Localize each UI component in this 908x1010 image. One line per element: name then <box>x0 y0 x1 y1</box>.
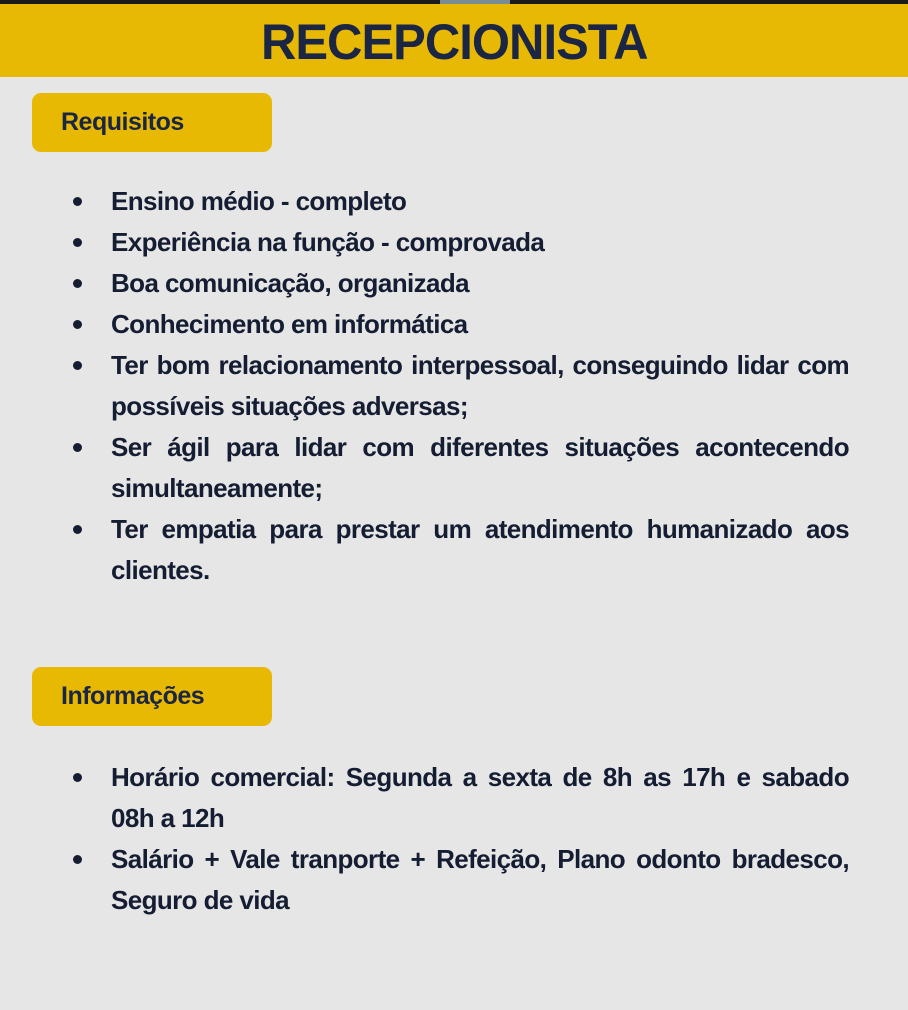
list-item <box>71 345 849 427</box>
section-tag-requisitos-label: Requisitos <box>61 108 184 136</box>
list-item-text: Ter empatia para prestar um atendimento humanizado aos clientes. <box>111 514 849 585</box>
bullet-icon <box>73 525 82 534</box>
list-item-text: Experiência na função - comprovada <box>111 227 545 257</box>
list-item-text: Boa comunicação, organizada <box>111 268 470 298</box>
bullet-icon <box>73 773 82 782</box>
bullet-icon <box>73 279 82 288</box>
list-item-text: Ser ágil para lidar com diferentes situações acontecendo simultaneamente; <box>111 432 849 503</box>
header-banner <box>0 4 908 77</box>
list-item <box>71 304 849 345</box>
page-title: RECEPCIONISTA <box>260 13 648 70</box>
bullet-icon <box>73 238 82 247</box>
bullet-icon <box>73 361 82 370</box>
bullet-icon <box>73 320 82 329</box>
section-tag-requisitos <box>32 93 272 152</box>
section-tag-informacoes <box>32 667 272 726</box>
list-item-text: Ter bom relacionamento interpessoal, conseguindo lidar com possíveis situações adversas; <box>111 350 849 421</box>
list-item-text: Horário comercial: Segunda a sexta de 8h as 17h e sabado 08h a 12h <box>111 762 849 833</box>
list-item <box>71 509 849 591</box>
list-item-text: Ensino médio - completo <box>111 186 407 216</box>
bullet-icon <box>73 855 82 864</box>
list-item <box>71 427 849 509</box>
informacoes-list <box>71 757 849 921</box>
list-item <box>71 181 849 222</box>
bullet-icon <box>73 197 82 206</box>
bullet-icon <box>73 443 82 452</box>
list-item <box>71 263 849 304</box>
list-item <box>71 222 849 263</box>
list-item <box>71 839 849 921</box>
requisitos-list <box>71 181 849 591</box>
section-tag-informacoes-label: Informações <box>61 682 205 710</box>
list-item-text: Salário + Vale tranporte + Refeição, Plano odonto bradesco, Seguro de vida <box>111 844 849 915</box>
list-item-text: Conhecimento em informática <box>111 309 468 339</box>
list-item <box>71 757 849 839</box>
